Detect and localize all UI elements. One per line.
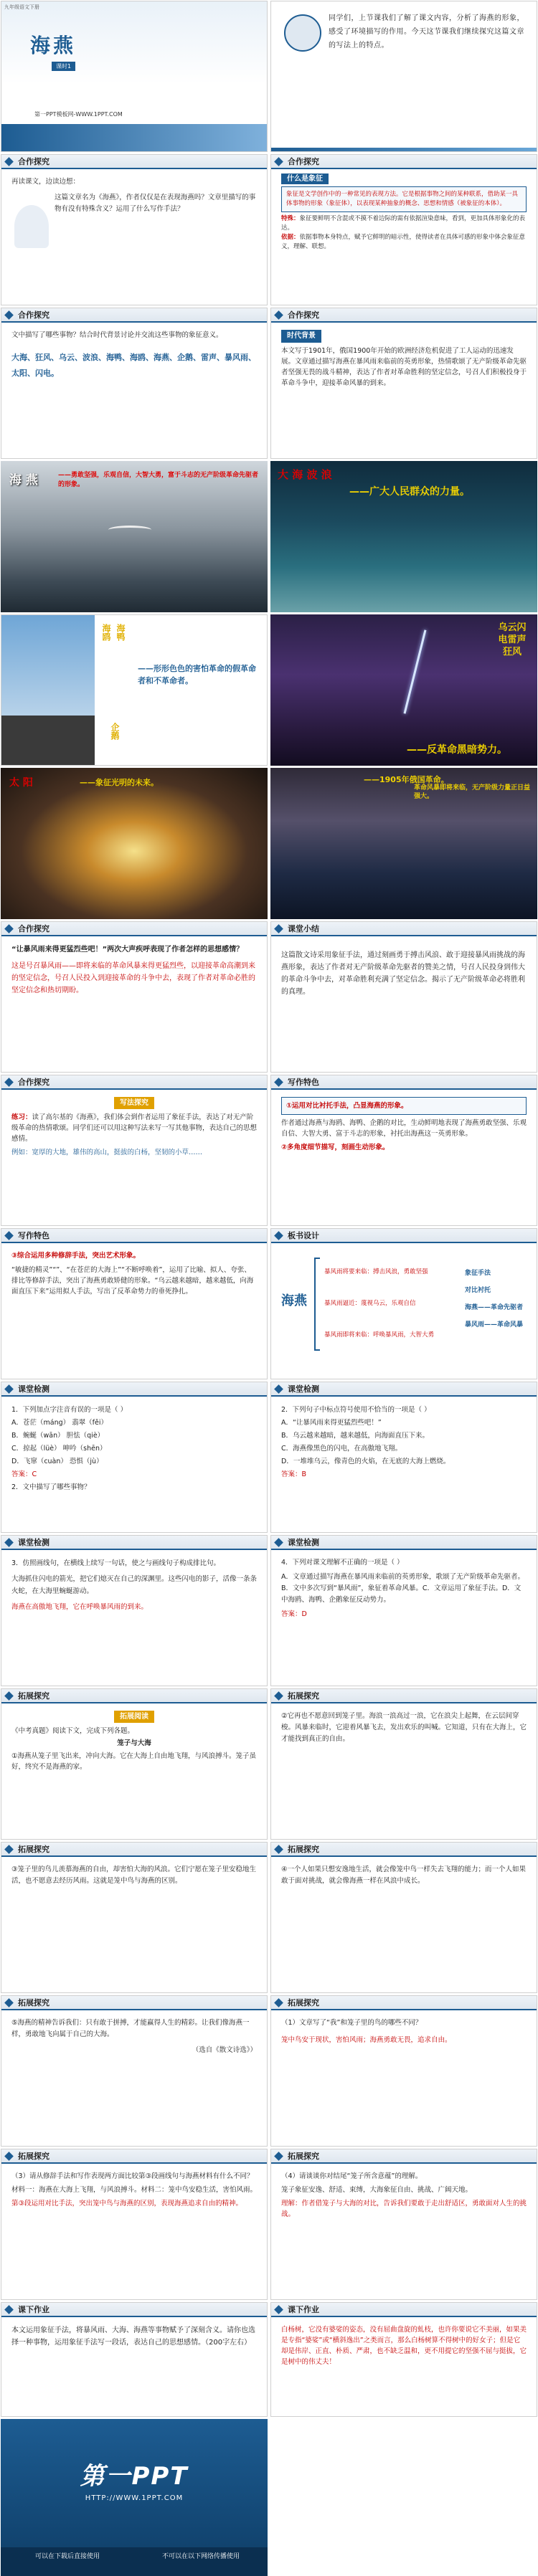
diamond-icon (274, 2152, 283, 2161)
slide-body: 2．下列句子中标点符号使用不恰当的一项是（ ） A．“让暴风雨来得更猛烈些吧！” B．乌云越来越暗，越来越低，向海面直压下来。 C．海燕像黑色的闪电，在高傲地飞翔。 D．一堆堆乌云，像青色的火焰，在无底的大海上燃烧。 答案：B (281, 1406, 450, 1478)
slide-test-4 (270, 1535, 537, 1686)
slide-header: 合作探究 (271, 155, 537, 169)
slide-symbol-def (270, 154, 537, 305)
diamond-icon (4, 1538, 14, 1547)
diamond-icon (4, 2305, 14, 2314)
slide-body: ③综合运用多种修辞手法，突出艺术形象。 “敏捷的精灵”“”、“在苍茫的大海上”“不断呼唤着”，运用了比喻、拟人、夸张、排比等修辞手法，突出了海燕勇敢矫健的形象。“乌云越来越暗，越来越低，向海面直压下来”运用拟人手法，写出了反革命势力的垂死挣扎。 (11, 1252, 254, 1296)
photo-caption: ——1905年俄国革命。 (364, 775, 449, 784)
slide-extend-7 (1, 2149, 268, 2300)
slide-background (270, 308, 537, 459)
slide-header: 课下作业 (271, 2303, 537, 2317)
slide-storm-photo (270, 614, 537, 766)
slide-header: 拓展探究 (271, 2149, 537, 2164)
brand-panel (1, 2419, 268, 2576)
diamond-icon (4, 1691, 14, 1701)
intro-slide (270, 1, 537, 152)
slide-test-2 (270, 1382, 537, 1533)
board-right: 象征手法 对比衬托 海燕——革命先驱者 暴风雨——革命风暴 (465, 1270, 524, 1329)
slide-body: 这篇散文诗采用象征手法，通过刻画勇于搏击风浪、敢于迎接暴风雨挑战的海燕形象，表达了作者对无产阶级革命先驱者的赞美之情，号召人民投身到伟大的革命斗争中去，对革命胜利充满了坚定信念。揭示了无产阶级革命必将胜利的真理。 (281, 951, 525, 996)
diamond-icon (274, 1538, 283, 1547)
diamond-icon (274, 1998, 283, 2007)
slide-feature-2 (1, 1228, 268, 1379)
diamond-icon (274, 2305, 283, 2314)
slide-header: 拓展探究 (1, 1996, 267, 2010)
slide-header: 拓展探究 (1, 1843, 267, 1857)
slide-extend-8 (270, 2149, 537, 2300)
penguin-photo (1, 716, 95, 766)
diamond-icon (274, 1231, 283, 1240)
photo-caption-extra: 革命风暴即将来临，无产阶级力量正日益强大。 (414, 784, 531, 800)
slide-extend-5 (1, 1995, 268, 2147)
diamond-icon (274, 1691, 283, 1701)
page-title: 海燕 (30, 34, 77, 57)
slide-body: 4．下列对课文理解不正确的一项是（ ） A．文章通过描写海燕在暴风雨来临前的英勇形象，歌颂了无产阶级革命先驱者。B．文中多次写到“暴风雨”，象征着革命风暴。C．文章运用了象征手法。D．文中海鸥、海鸭、企鹅象征反动势力。 答案：D (281, 1559, 524, 1618)
slide-body: ④一个人如果只想安逸地生活，就会像笼中鸟一样失去飞翔的能力；而一个人如果敢于面对挑战，就会像海燕一样在风浪中成长。 (281, 1866, 527, 1885)
slide-sea-photo (270, 461, 537, 612)
slide-revolution-photo (270, 768, 537, 919)
slide-body: 写法探究 练习：读了高尔基的《海燕》，我们体会到作者运用了象征手法，表达了对无产阶级革命的热情歌颂。同学们还可以用这种写法来写一写其他事物，表达自己的思想感情。 例如：宽厚的大地，雄伟的高山，挺拔的白杨，坚韧的小草…… (11, 1097, 257, 1158)
slide-extend-4 (270, 1842, 537, 1993)
slide-body: 时代背景 本文写于1901年，俄国1900年开始的欧洲经济危机促进了工人运动的迅速发展。文章通过描写海燕在暴风雨来临前的英勇形象，热情歌颂了无产阶级革命先驱者坚强无畏的战斗精神，表达了作者对革命胜利的坚定信念，号召人们积极投身于革命斗争中，迎接革命风暴的到来。 (281, 330, 527, 389)
diamond-icon (274, 157, 283, 166)
slide-body: ③笼子里的鸟儿羡慕海燕的自由，却害怕大海的风浪。它们宁愿在笼子里安稳地生活，也不愿意去经历风雨。这就是笼中鸟与海燕的区别。 (11, 1866, 257, 1885)
diamond-icon (4, 157, 14, 166)
board-rows: 暴风雨将要来临：搏击风浪，勇敢坚强 暴风雨逼近：蔑视乌云，乐观自信 暴风雨即将来临：呼唤暴风雨，大智大勇 (324, 1268, 435, 1339)
slide-reading (1, 154, 268, 305)
slide-petrel-photo (1, 461, 268, 612)
slide-body: ②它再也不愿意回到笼子里。海浪一浪高过一浪，它在浪尖上起舞，在云层间穿梭。风暴来临时，它迎着风暴飞去，发出欢乐的叫喊。它知道，只有在大海上，它才能找到真正的自由。 (281, 1712, 527, 1743)
teacher-avatar (284, 14, 321, 52)
diamond-icon (4, 1998, 14, 2007)
slide-body: ①运用对比衬托手法，凸显海燕的形象。 作者通过海燕与海鸥、海鸭、企鹅的对比，生动鲜明地表现了海燕勇敢坚强、乐观自信、大智大勇、富于斗志的形象，衬托出海燕这一英勇形象。 ②多角度细节描写，刻画生动形象。 (281, 1097, 527, 1153)
slide-body: 白杨树，它没有婆娑的姿态，没有屈曲盘旋的虬枝，也许你要说它不美丽，如果美是专指“婆娑”或“横斜逸出”之类而言，那么白杨树算不得树中的好女子；但是它却是伟岸、正直、朴质、严肃，也不缺乏温和，更不用提它的坚强不屈与挺拔，它是树中的伟丈夫！ (281, 2326, 527, 2366)
diamond-icon (274, 1384, 283, 1394)
lesson-badge: 课时1 (52, 62, 75, 71)
usage-allowed: 可以在下载后直接使用 (34, 2553, 100, 2560)
slide-body: 拓展阅读 《中考真题》阅读下文，完成下列各题。 笼子与大海 ①海燕从笼子里飞出来，冲向大海。它在大海上自由地飞翔，与风浪搏斗。笼子虽好，终究不是海燕的家。 (11, 1711, 257, 1772)
slide-header: 课堂检测 (1, 1536, 267, 1550)
title-slide (1, 1, 268, 152)
diamond-icon (4, 924, 14, 933)
usage-denied: 不可以在以下网络传播使用 (161, 2553, 240, 2560)
board-center: 海燕 (281, 1293, 307, 1308)
slide-feature-1 (270, 1075, 537, 1226)
slide-board-design (270, 1228, 537, 1379)
brace (314, 1258, 320, 1351)
title-wave (1, 124, 267, 151)
slide-homework-sample (270, 2302, 537, 2417)
slide-test-1 (1, 1382, 268, 1533)
slide-header: 课堂检测 (271, 1536, 537, 1550)
diamond-icon (274, 1078, 283, 1087)
diamond-icon (4, 1231, 14, 1240)
slide-header: 合作探究 (1, 1075, 267, 1090)
slide-extend-1 (1, 1688, 268, 1840)
diamond-icon (4, 1845, 14, 1854)
usage-bar (1, 2547, 268, 2576)
slide-header: 课下作业 (1, 2303, 267, 2317)
diamond-icon (4, 1078, 14, 1087)
slide-body: 什么是象征 象征是文学创作中的一种常见的表现方法。它是根据事物之间的某种联系，借助某一具体事物的形象（象征体），以表现某种抽象的概念、思想和情感（被象征的本体）。 特殊：象征要鲜明不含混或不摸不着边际的需有依据渲染意味，看到，更加具体形象化的表达。 依据：依据事物本身特点，赋予它鲜明的暗示性，使得读者在具体可感的形象中体会象征意义，理解、联想。 (281, 175, 526, 250)
slide-header: 板书设计 (271, 1229, 537, 1243)
slide-header: 拓展探究 (271, 1996, 537, 2010)
slide-body: 3．仿照画线句，在横线上续写一句话，使之与画线句子构成排比句。 大海抓住闪电的箭光，把它们熄灭在自己的深渊里。这些闪电的影子，活像一条条火蛇，在大海里蜿蜒游动。 海燕在高傲地飞翔，它在呼唤暴风雨的到来。 (11, 1559, 258, 1611)
photo-caption: ——象征光明的未来。 (80, 778, 159, 787)
photo-label: 乌云闪电雷声狂风 (498, 622, 527, 657)
footer (0, 2419, 538, 2576)
slide-header: 拓展探究 (1, 1689, 267, 1703)
slide-body: ⑤海燕的精神告诉我们：只有敢于拼搏，才能赢得人生的精彩。让我们像海燕一样，勇敢地飞向属于自己的大海。 （选自《散文诗选》） (11, 2019, 257, 2054)
slide-body: （4）请谈谈你对结尾“笼子所含意蕴”的理解。 笼子象征安逸、舒适、束缚，大海象征自由、挑战、广阔天地。 理解：作者借笼子与大海的对比，告诉我们要敢于走出舒适区，勇敢面对人生的挑战。 (281, 2172, 527, 2218)
slide-body: （3）请从修辞手法和写作表现两方面比较第③段画线句与海燕材料有什么不同？ 材料一：海燕在大海上飞翔，与风浪搏斗。材料二：笼中鸟安稳生活，害怕风雨。 第③段运用对比手法，突出笼中鸟与海燕的区别，表现海燕追求自由的精神。 (11, 2172, 258, 2207)
slide-homework (1, 2302, 268, 2417)
slide-question (1, 921, 268, 1073)
website-text: 第一PPT模板网-WWW.1PPT.COM (34, 111, 123, 118)
slide-header: 课堂检测 (271, 1382, 537, 1397)
photo-title: 海 燕 (9, 473, 38, 488)
slide-gull-photo: 海鸥 海鸭 企鹅 ——形形色色的害怕革命的假革命者和不革命者。 (1, 614, 268, 766)
slide-body: “让暴风雨来得更猛烈些吧！”两次大声疾呼表现了作者怎样的思想感情？ 这是号召暴风雨——即将来临的革命风暴来得更猛烈些，以迎接革命高潮到来的坚定信念，号召人民投入到迎接革命的斗争中去，表现了作者对革命必胜的坚定信念和热切期盼。 (11, 946, 255, 994)
intro-text: 同学们，上节课我们了解了课文内容，分析了海燕的形象，感受了环境描写的作用。今天这节课我们继续探究这篇文章的写法上的特点。 (329, 14, 524, 49)
diamond-icon (4, 1384, 14, 1394)
slide-header: 拓展探究 (1, 2149, 267, 2164)
slide-header: 合作探究 (1, 308, 267, 323)
slide-header: 合作探究 (271, 308, 537, 323)
slide-header: 课堂小结 (271, 922, 537, 936)
student-figure-icon (14, 205, 49, 248)
slide-writing-method (1, 1075, 268, 1226)
photo-title: 大 海 波 浪 (278, 468, 332, 481)
slide-summary (270, 921, 537, 1073)
photo-caption: ——反革命黑暗势力。 (407, 744, 507, 756)
sun-photo (1, 768, 268, 919)
slide-extend-6 (270, 1995, 537, 2147)
slide-body: 1．下列加点字注音有误的一项是（ ） A．苍茫（máng） 翡翠（fěi） B．蜿蜒（wān） 胆怯（qiè） C．掠起（lüè） 呻吟（shēn） D．飞窜（cuàn） 恐惧（jù） 答案：C 2．文中描写了哪些事物？ (11, 1406, 128, 1491)
bottom-strip (271, 148, 537, 151)
diamond-icon (4, 2152, 14, 2161)
slide-test-3 (1, 1535, 268, 1686)
photo-caption: ——勇敢坚强，乐观自信，大智大勇，富于斗志的无产阶级革命先驱者的形象。 (58, 472, 259, 488)
slide-extend-3 (1, 1842, 268, 1993)
slide-extend-2 (270, 1688, 537, 1840)
brand-url: HTTP://WWW.1PPT.COM (85, 2494, 184, 2502)
slide-header: 拓展探究 (271, 1689, 537, 1703)
photo-caption: ——广大人民群众的力量。 (349, 486, 470, 498)
bird-icon (108, 526, 151, 534)
slide-things (1, 308, 268, 459)
brand-logo: 第一PPT (80, 2462, 189, 2491)
slide-header: 拓展探究 (271, 1843, 537, 1857)
slide-body: 再读课文，边读边想： 这篇文章名为《海燕》，作者仅仅是在表现海燕吗？文章里描写的事物有没有特殊含义？运用了什么写作手法？ (11, 178, 256, 213)
slide-header: 写作特色 (1, 1229, 267, 1243)
diamond-icon (274, 924, 283, 933)
photo-caption: ——形形色色的害怕革命的假革命者和不革命者。 (138, 664, 256, 685)
diamond-icon (4, 310, 14, 320)
slide-header: 写作特色 (271, 1075, 537, 1090)
slide-body: 本文运用象征手法，将暴风雨、大海、海燕等事物赋予了深刻含义。请你也选择一种事物，运用象征手法写一段话，表达自己的思想感情。（200字左右） (11, 2327, 255, 2347)
diamond-icon (274, 1845, 283, 1854)
slide-sun-photo (1, 768, 268, 919)
slide-header: 合作探究 (1, 155, 267, 169)
slide-header: 合作探究 (1, 922, 267, 936)
slide-body: （1）文章写了“我”和笼子里的鸟的哪些不同？ 笼中鸟安于现状，害怕风雨；海燕勇敢无畏，追求自由。 (281, 2019, 452, 2044)
corner-text: 九年级语文下册 (4, 4, 39, 10)
photo-title: 太 阳 (9, 777, 33, 789)
slide-body: 文中描写了哪些事物？结合时代背景讨论并交流这些事物的象征意义。 大海、狂风、乌云、波浪、海鸭、海鸥、海燕、企鹅、雷声、暴风雨、太阳、闪电。 (11, 331, 256, 378)
diamond-icon (274, 310, 283, 320)
slide-header: 课堂检测 (1, 1382, 267, 1397)
